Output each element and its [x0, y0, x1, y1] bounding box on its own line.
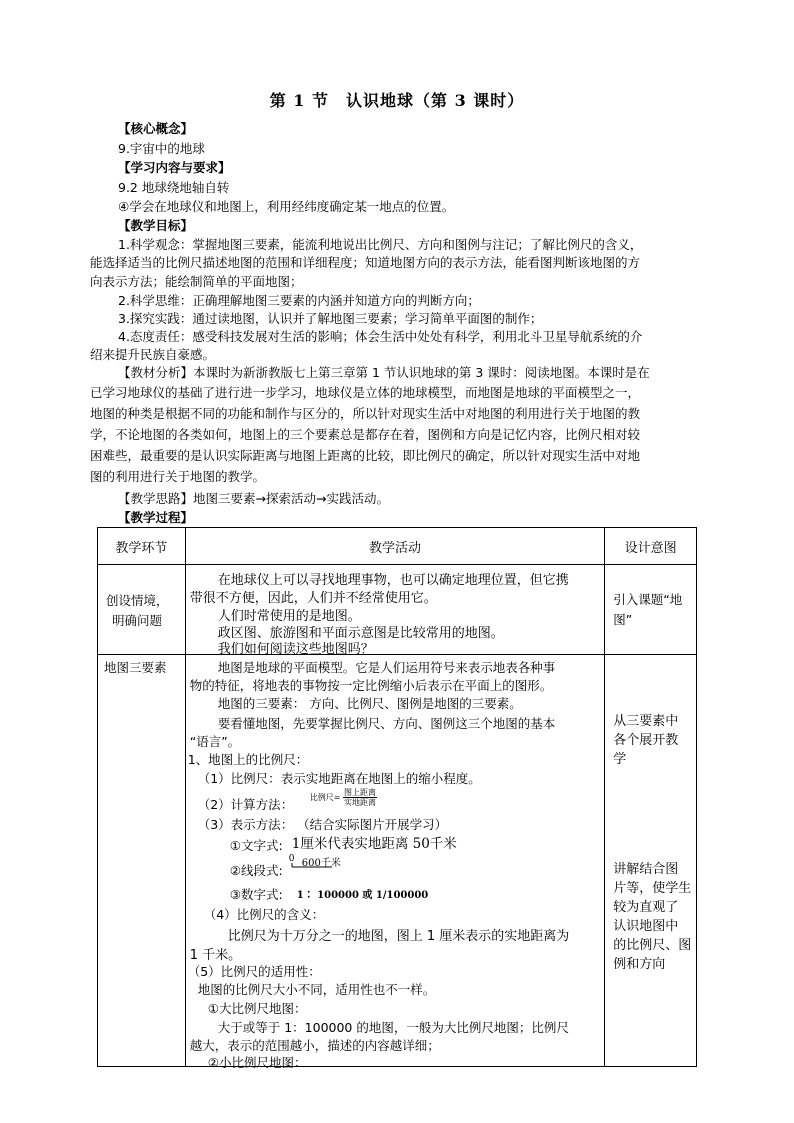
- analysis-line1: 【教材分析】本课时为新浙教版七上第三章第 1 节认识地球的第 3 课时：阅读地图。本课时是在: [118, 365, 650, 380]
- header-stage: 教学环节: [98, 528, 186, 565]
- formula-row: [198, 795, 293, 813]
- ratio-denominator: 实地距离: [343, 798, 376, 807]
- page-title: 第 1 节 认识地球（第 3 课时）: [269, 91, 525, 110]
- text-form-label: ①文字式:: [229, 838, 283, 853]
- row2-intent2-line2: 片等，使学生: [613, 881, 692, 896]
- goal-4-line1: 4.态度责任：感受科技发展对生活的影响；体会生活中处处有科学，利用北斗卫星导航系统的介: [118, 329, 643, 344]
- row2-activity-line3: 地图的三要素： 方向、比例尺、图例是地图的三要素。: [217, 696, 522, 711]
- row2-intent2-line3: 较为直观了: [613, 900, 679, 915]
- row2-activity-line9: （3）表示方法： （结合实际图片开展学习）: [197, 817, 448, 832]
- row2-stage-cell: [98, 655, 186, 1067]
- line-form-label: ②线段式:: [229, 863, 283, 878]
- row2-activity-line7: （1）比例尺：表示实地距离在地图上的缩小程度。: [197, 771, 481, 786]
- row2-intent1-line1: 从三要素中: [613, 714, 679, 729]
- row1-intent-line2: 图”: [613, 612, 633, 627]
- row2-intent1-line3: 学: [613, 752, 627, 767]
- row2-activity-line2: 物的特征，将地表的事物按一定比例缩小后表示在平面上的图形。: [189, 678, 553, 693]
- ratio-fraction: [343, 788, 377, 807]
- row1-intent-line1: 引入课题“地: [613, 592, 683, 607]
- scale-bar-zero: 0: [288, 854, 295, 864]
- content-req-item2: ④学会在地球仪和地图上，利用经纬度确定某一地点的位置。: [118, 199, 455, 214]
- row2-activity-line14: 比例尺为十万分之一的地图，图上 1 厘米表示的实地距离为: [227, 929, 570, 944]
- row2-intent2-line5: 的比例尺、图: [613, 938, 692, 953]
- approach-line: 【教学思路】地图三要素→探索活动→实践活动。: [118, 491, 389, 506]
- row2-intent2-line4: 认识地图中: [613, 919, 679, 934]
- row2-activity-line19: 大于或等于 1：100000 的地图，一般为大比例尺地图；比例尺: [217, 1020, 569, 1035]
- row2-activity-line1: 地图是地球的平面模型。它是人们运用符号来表示地表各种事: [217, 660, 556, 675]
- numeric-form-label: ③数字式:: [229, 887, 283, 902]
- row2-intent-cell: [605, 655, 697, 1067]
- goal-2: 2.科学思维：正确理解地图三要素的内涵并知道方向的判断方向；: [118, 293, 480, 308]
- row2-activity-line21: ②小比例尺地图：: [207, 1055, 307, 1070]
- row1-intent-cell: [605, 565, 697, 655]
- row2-activity-line16: （5）比例尺的适用性：: [187, 964, 321, 979]
- row1-stage-cell: [98, 565, 186, 655]
- row2-activity-line20: 越大，表示的范围越小，描述的内容越详细；: [189, 1038, 440, 1053]
- process-heading: 【教学过程】: [118, 510, 194, 525]
- goal-1-line3: 向表示方法；能绘制简单的平面地图；: [90, 274, 303, 289]
- row1-stage-line1: 创设情境，: [106, 593, 169, 608]
- calc-method-label: （2）计算方法：: [197, 797, 294, 812]
- goal-3: 3.探究实践：通过读地图，认识并了解地图三要素；学习简单平面图的制作；: [118, 311, 543, 326]
- row2-activity-line15: 1 千米。: [189, 948, 242, 963]
- table-row: [98, 565, 697, 655]
- header-activity: 教学活动: [185, 528, 605, 565]
- row2-intent2-line6: 例和方向: [613, 957, 666, 972]
- ratio-formula: [310, 788, 377, 807]
- ratio-formula-label: 比例尺=: [309, 793, 341, 802]
- row1-activity-cell: [185, 565, 605, 655]
- core-concept-item: 9.宇宙中的地球: [118, 141, 205, 156]
- analysis-line6: 图的利用进行关于地图的教学。: [90, 469, 266, 484]
- ratio-numerator: 图上距离: [343, 788, 376, 797]
- row1-activity-line2: 带很不方便，因此，人们并不经常使用它。: [189, 591, 437, 606]
- row1-stage-line2: 明确问题: [112, 613, 163, 628]
- row2-activity-line5: “语言”。: [189, 734, 241, 749]
- goal-1-line2: 能选择适当的比例尺描述地图的范围和详细程度；知道地图方向的表示方法，能看图判断该地图的方: [90, 255, 641, 270]
- row2-activity-line17: 地图的比例尺大小不同，适用性也不一样。: [197, 982, 436, 997]
- row2-stage-label: 地图三要素: [104, 660, 167, 675]
- scale-bar-value: 600千米: [301, 858, 341, 869]
- row1-activity-line5: 我们如何阅读这些地图吗？: [217, 642, 374, 657]
- table-header-row: [98, 528, 697, 565]
- row2-intent1-line2: 各个展开教: [613, 733, 679, 748]
- analysis-line5: 困难些，最重要的是认识实际距离与地图上距离的比较，即比例尺的确定，所以针对现实生活中对地: [90, 448, 641, 463]
- row2-activity-line18: ①大比例尺地图：: [207, 1001, 307, 1016]
- row2-activity-cell: [185, 655, 605, 1070]
- table-row: [98, 655, 697, 1067]
- text-form-value: 1厘米代表实地距离 50千米: [291, 836, 457, 852]
- goals-heading: 【教学目标】: [118, 218, 194, 233]
- analysis-line2: 已学习地球仪的基础了进行进一步学习，地球仪是立体的地球模型，而地图是地球的平面模型之一，: [90, 385, 641, 400]
- row1-activity-line1: 在地球仪上可以寻找地理事物，也可以确定地理位置，但它携: [217, 573, 569, 588]
- analysis-line4: 学，不论地图的各类如何，地图上的三个要素总是都存在着，图例和方向是记忆内容，比例尺相对较: [90, 427, 641, 442]
- row2-activity-line4: 要看懂地图，先要掌握比例尺、方向、图例这三个地图的基本: [217, 716, 556, 731]
- core-concept-heading: 【核心概念】: [118, 121, 194, 136]
- row1-activity-line3: 人们时常使用的是地图。: [217, 609, 361, 624]
- header-intent: 设计意图: [605, 528, 697, 565]
- content-req-heading: 【学习内容与要求】: [118, 160, 231, 175]
- row2-activity-line6: 1、地图上的比例尺：: [187, 752, 309, 767]
- row2-activity-line13: （4）比例尺的含义：: [203, 907, 325, 922]
- analysis-line3: 地图的种类是根据不同的功能和制作与区分的，所以针对现实生活中对地图的利用进行关于地图的教: [90, 406, 641, 421]
- goal-1-line1: 1.科学观念：掌握地图三要素，能流利地说出比例尺、方向和图例与注记；了解比例尺的含义，: [118, 237, 643, 252]
- row1-activity-line4: 政区图、旅游图和平面示意图是比较常用的地图。: [217, 626, 504, 641]
- teaching-process-table: [97, 527, 697, 1070]
- row2-intent2-line1: 讲解结合图: [613, 862, 679, 877]
- content-req-item1: 9.2 地球绕地轴自转: [118, 180, 230, 195]
- goal-4-line2: 绍来提升民族自豪感。: [90, 347, 216, 362]
- numeric-form-value: 1∶ 100000 或 1/100000: [296, 890, 429, 901]
